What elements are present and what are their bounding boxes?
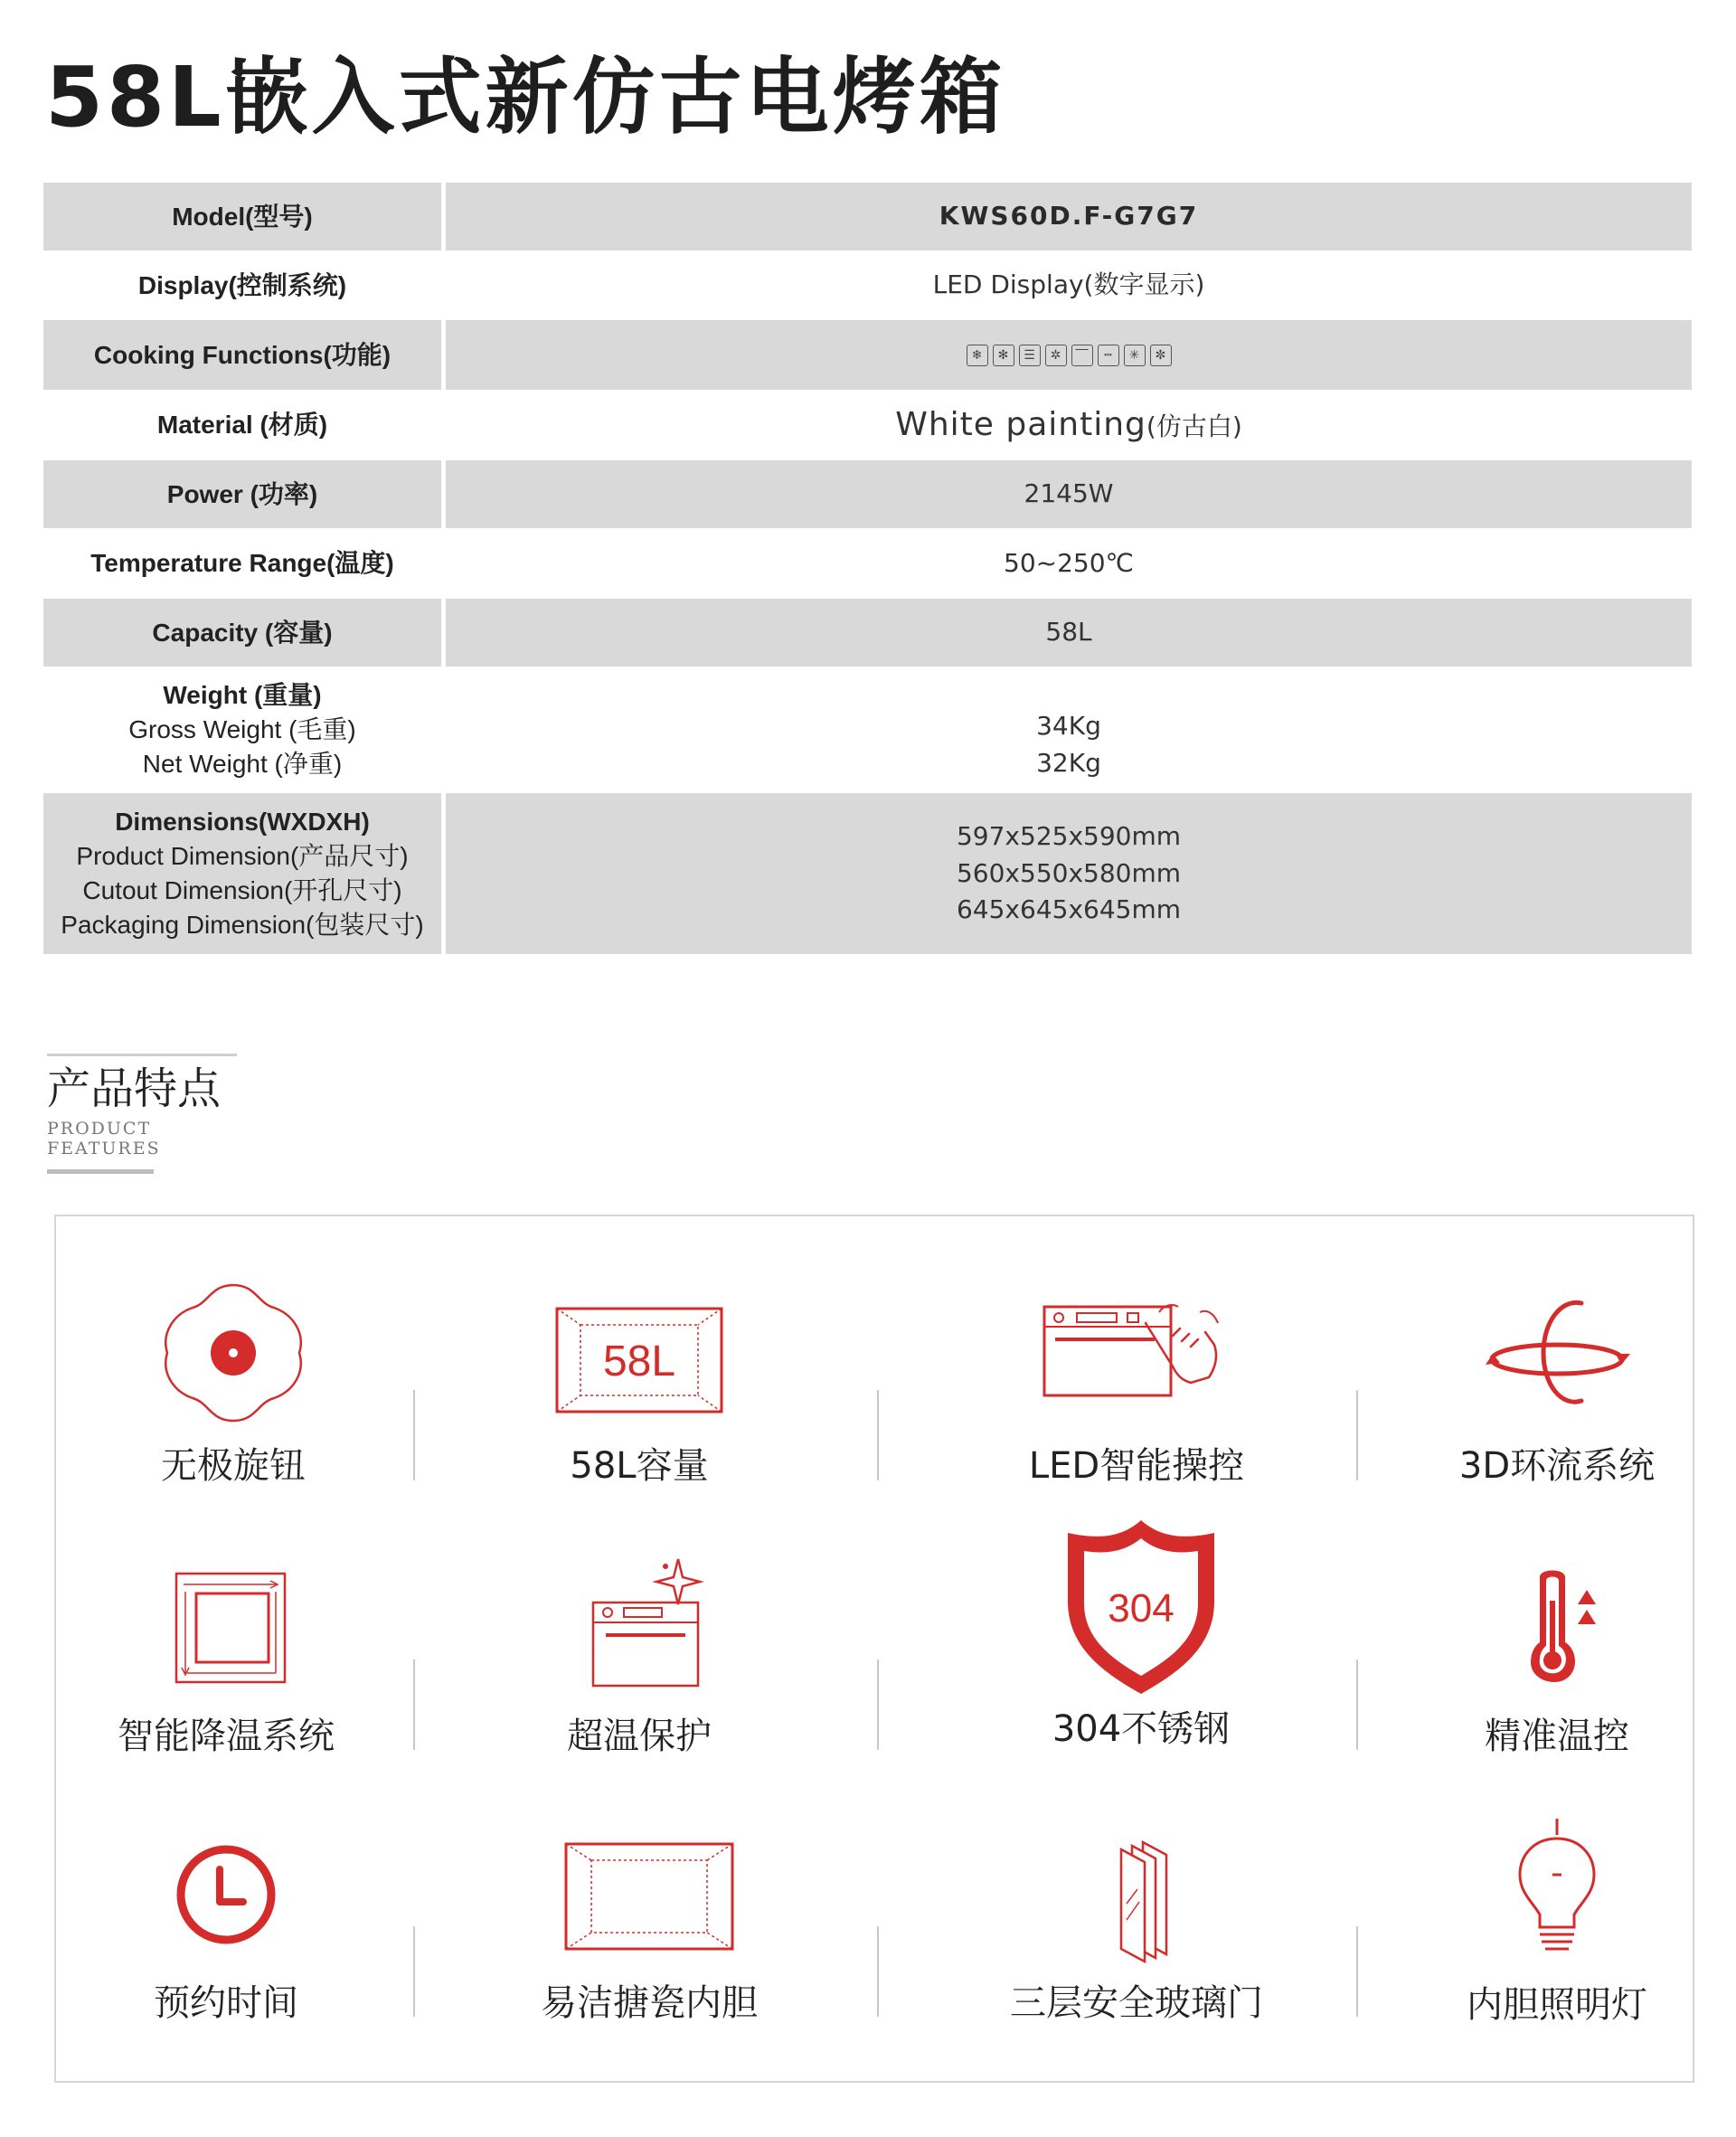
spec-label xyxy=(43,251,444,320)
function-icons xyxy=(967,345,1172,366)
feature-label: 预约时间 xyxy=(154,1982,298,2024)
power-value: 2145W xyxy=(1024,478,1114,509)
spec-row-power xyxy=(43,460,1692,528)
cutout-dimension-label: Cutout Dimension(开孔尺寸) xyxy=(82,876,402,904)
sparkle-oven-icon xyxy=(562,1546,716,1700)
feature-label: 3D环流系统 xyxy=(1458,1445,1656,1487)
spec-row-functions xyxy=(43,320,1692,390)
feature-timer xyxy=(45,1822,407,2026)
feature-triple-glass xyxy=(956,1822,1317,2026)
spec-value xyxy=(444,528,1693,599)
spec-value xyxy=(444,390,1693,460)
separator xyxy=(413,1926,415,2017)
spec-label xyxy=(43,390,444,460)
cutout-dimension-value: 560x550x580mm xyxy=(956,857,1182,888)
fan-heat-icon: ✳ xyxy=(1124,345,1146,366)
power-label: Power (功率) xyxy=(166,479,318,508)
spec-row-capacity xyxy=(43,599,1692,667)
header-rule xyxy=(47,1054,237,1056)
functions-label: Cooking Functions(功能) xyxy=(93,340,392,369)
clock-icon xyxy=(149,1822,303,1967)
spec-row-display xyxy=(43,251,1692,320)
features-header xyxy=(47,1054,237,1174)
lightbulb-icon xyxy=(1480,1815,1634,1969)
shield-icon xyxy=(1055,1515,1227,1700)
spec-label xyxy=(43,183,444,251)
features-subtitle: PRODUCT FEATURES xyxy=(47,1118,161,1158)
material-value-en: White painting xyxy=(895,405,1146,443)
spec-value xyxy=(444,460,1693,528)
capacity-value: 58L xyxy=(1045,617,1092,648)
product-dimension-value: 597x525x590mm xyxy=(956,821,1182,852)
net-weight-value: 32Kg xyxy=(1036,748,1101,778)
separator xyxy=(877,1390,879,1480)
enamel-cavity-icon xyxy=(559,1822,740,1967)
spec-value xyxy=(444,251,1693,320)
product-dimension-label: Product Dimension(产品尺寸) xyxy=(76,842,409,871)
feature-knob xyxy=(52,1276,414,1489)
spec-value xyxy=(444,183,1693,251)
net-weight-label: Net Weight (净重) xyxy=(142,749,343,778)
glass-layers-icon xyxy=(1060,1822,1213,1967)
feature-overheat xyxy=(458,1546,820,1759)
temp-value: 50~250℃ xyxy=(1004,547,1134,578)
top-bottom-heat-icon: ☰ xyxy=(1019,345,1041,366)
spec-row-model xyxy=(43,183,1692,251)
feature-3d-circulation xyxy=(1376,1276,1736,1489)
spec-value xyxy=(444,793,1693,954)
feature-label: 三层安全玻璃门 xyxy=(1010,1982,1263,2024)
fan-icon: ✲ xyxy=(1045,345,1067,366)
spec-label xyxy=(43,667,444,793)
feature-label: 精准温控 xyxy=(1485,1716,1629,1757)
spec-row-temperature xyxy=(43,528,1692,599)
separator xyxy=(1356,1926,1358,2017)
bottom-fan-icon: ✼ xyxy=(1150,345,1172,366)
feature-temp-control xyxy=(1376,1546,1736,1759)
feature-label: 无极旋钮 xyxy=(161,1445,306,1487)
separator xyxy=(413,1659,415,1750)
spec-label xyxy=(43,460,444,528)
separator xyxy=(1356,1390,1358,1480)
spec-value xyxy=(444,599,1693,667)
gross-weight-label: Gross Weight (毛重) xyxy=(128,715,356,744)
weight-label: Weight (重量) xyxy=(163,681,322,710)
separator xyxy=(877,1659,879,1750)
page-title: 58L嵌入式新仿古电烤箱 xyxy=(45,49,1006,146)
defrost-icon: ❄ xyxy=(967,345,988,366)
feature-label: 智能降温系统 xyxy=(118,1716,335,1757)
spec-label xyxy=(43,793,444,954)
grill-icon: ┉ xyxy=(1098,345,1119,366)
feature-label: 内胆照明灯 xyxy=(1467,1984,1647,2026)
separator xyxy=(877,1926,879,2017)
capacity-icon xyxy=(553,1276,725,1430)
spec-label xyxy=(43,528,444,599)
spec-row-weight xyxy=(43,667,1692,793)
model-label: Model(型号) xyxy=(172,202,313,231)
capacity-label: Capacity (容量) xyxy=(152,618,333,647)
fan-grill-icon: ✻ xyxy=(993,345,1014,366)
temp-label: Temperature Range(温度) xyxy=(90,549,394,578)
capacity-badge: 58L xyxy=(602,1338,676,1385)
feature-enamel-cavity xyxy=(468,1822,830,2026)
feature-cooling xyxy=(45,1546,407,1759)
spec-row-dimensions xyxy=(43,793,1692,954)
material-label: Material (材质) xyxy=(156,411,328,440)
feature-label: LED智能操控 xyxy=(1028,1445,1245,1487)
steel-badge: 304 xyxy=(1108,1586,1175,1631)
spec-row-material xyxy=(43,390,1692,460)
spec-label xyxy=(43,320,444,390)
spec-table xyxy=(43,183,1692,954)
display-value: LED Display(数字显示) xyxy=(932,269,1205,300)
separator xyxy=(1356,1659,1358,1750)
gross-weight-value: 34Kg xyxy=(1036,711,1101,742)
feature-capacity xyxy=(458,1276,820,1489)
features-panel xyxy=(54,1215,1694,2083)
dimensions-label: Dimensions(WXDXH) xyxy=(115,808,370,837)
top-heat-icon: ⎺ xyxy=(1071,345,1093,366)
packaging-dimension-value: 645x645x645mm xyxy=(956,894,1182,925)
feature-label: 304不锈钢 xyxy=(1052,1708,1231,1750)
model-value: KWS60D.F-G7G7 xyxy=(939,201,1199,232)
feature-label: 超温保护 xyxy=(567,1716,712,1757)
orbit-icon xyxy=(1480,1276,1634,1430)
material-value-cn: (仿古白) xyxy=(1146,411,1242,441)
display-label: Display(控制系统) xyxy=(137,270,347,299)
feature-cavity-light xyxy=(1376,1815,1736,2028)
packaging-dimension-label: Packaging Dimension(包装尺寸) xyxy=(61,910,424,939)
spec-value xyxy=(444,667,1693,793)
feature-label: 易洁搪瓷内胆 xyxy=(541,1982,758,2024)
feature-stainless-steel xyxy=(960,1515,1322,1752)
touch-control-icon xyxy=(1037,1276,1236,1430)
feature-led-control xyxy=(956,1276,1317,1489)
cooling-icon xyxy=(149,1546,303,1700)
spec-label xyxy=(43,599,444,667)
spec-value xyxy=(444,320,1693,390)
thermometer-icon xyxy=(1480,1546,1634,1700)
features-title: 产品特点 xyxy=(47,1064,222,1114)
header-underline xyxy=(47,1169,154,1174)
feature-label: 58L容量 xyxy=(570,1445,709,1487)
knob-icon xyxy=(156,1276,310,1430)
